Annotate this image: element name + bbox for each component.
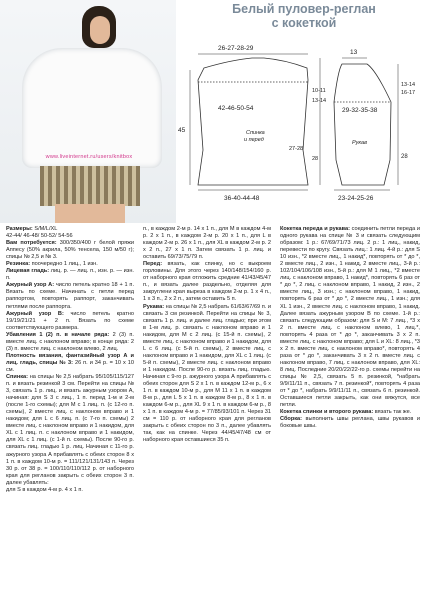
front-top-width: 26-27-28-29 — [218, 45, 254, 52]
sleeve-outline — [334, 64, 391, 185]
sizes-label: Размеры: — [6, 226, 33, 232]
paragraph-text: вязать, как спинку, но с выкроем горловины. Для этого через 140/148/154/160 р. от наборного края отложить средние 41/43/45/47 п., и вязать далее раздельно, отделяя для закруглени края выреза в каждом 2-м р. 1 х 4 п., 1 х 3 п., 2 х 2 п., затем оставить 5 п. — [143, 261, 271, 303]
instructions — [6, 226, 420, 606]
paragraph-text: п., в каждом 2-м р. 14 х 1 п., для М в каждом 4-м р. 2 х 1 п., в каждом 2-м р. 20 х 1 п., для L в каждом 2-м р. 26 х 1 п., для XL в каждом 2-м р. 2 х 2 п., 27 х 1 п. Затем связать 1 р. лиц. и оставить 69/73/75/79 п. — [143, 226, 271, 261]
sleeve-right-top: 13-14 — [401, 82, 416, 88]
front-outline — [198, 58, 308, 185]
model-legs — [55, 204, 125, 223]
paragraph-heading: Сборка: — [280, 416, 303, 423]
col2-paragraph — [143, 304, 271, 445]
sleeve-top-width: 13 — [350, 49, 358, 56]
col1-paragraph — [6, 487, 134, 494]
paragraph-heading: Перед: — [143, 261, 163, 268]
col2-paragraph — [143, 261, 271, 303]
front-raglan-side: 28 — [312, 156, 319, 162]
front-yoke-label: 42-46-50-54 — [218, 105, 254, 112]
paragraph-text: вязать так же. — [373, 409, 412, 416]
paragraph-text: 300/350/400 г белой пряжи Аппесу (50% акрила, 50% тенсела, 150 м/50 г); спицы № 2,5 и № 3. — [6, 240, 134, 261]
sleeve-bottom-width: 23-24-25-26 — [338, 195, 374, 202]
col3-paragraph — [280, 416, 420, 430]
front-raglan-top: 13-14 — [312, 98, 327, 104]
paragraph-text: число петель кратно 18 + 1 п. Вязать по схеме. Начинать с петли перед раппортом, повторять раппорт, заканчивать петлями после раппорта. — [6, 282, 135, 310]
column-1 — [6, 226, 134, 494]
paragraph-text: поочередно 1 лиц., 1 изн. — [30, 261, 98, 268]
paragraph-text: для S в каждом 4-м р. 4 х 1 п. — [6, 486, 83, 493]
col1-paragraph — [6, 261, 134, 268]
photo — [0, 0, 176, 223]
paragraph-heading: Кокетка спинки и второго рукава: — [280, 409, 374, 416]
sizes-value: S/M/L/XL — [34, 226, 58, 232]
front-center-label-1: Спинка — [246, 130, 265, 136]
sleeve-right-side: 28 — [401, 154, 408, 160]
paragraph-heading: Ажурный узор В: — [6, 310, 64, 317]
paragraph-heading: Плотность вязания, фантазийный узор А и лиц. гладь, спицы № 3: — [6, 352, 134, 366]
front-raglan-lower: 27-28 — [289, 146, 304, 152]
paragraph-text: выполнить швы реглана, швы рукавов и боковые швы. — [280, 416, 420, 430]
pattern-schema — [176, 30, 423, 226]
col1-paragraph — [6, 332, 134, 353]
col1-paragraph — [6, 268, 134, 282]
sizes-numbers: 42-44/ 46-48/ 50-52/ 54-56 — [6, 233, 73, 240]
paragraph-heading: Ажурный узор А: — [6, 282, 55, 289]
paragraph-text: соединить петли переда и одного рукава на спице № 3 и связать следующим образом: 1 р.: 67/69/71/73 лиц. 2 р.: 1 лиц., накид, перевести по кругу. Связать лиц.: 1 лиц. 4-й р.: для S 10 изн., *2 вместе лиц., 1 накид*, повторять от * до *, 2 вместе лиц., 2 изн., 1 накид, 2 вместе лиц., 3-й р.: 102/104/106/108 изн., 5-й р.: для М 1 лиц., *2 вместе лиц. с наклоном вправо, 1 накид*, повторять 6 раз от * до *, 2 лиц. с наклоном вправо, 1 накид, 2 изн., 2 вместе лиц., 3 изн.; с наклоном вправо, 1 накид, повторять 6 раз от * до *, 2 вместе лиц., 1 изн.; для XL 1 изн., 2 вместе лиц. с наклоном вправо, 1 накид. Далее вязать ажурным узором В по схеме. 1-й р.: связать следующим образом: для S и M: 7 лиц., *3 х 2 п. вместе лиц. с наклоном влево, 1 лиц.*, повторять 4 раза от * до *, заканчивать 3 х 2 п. вместе лиц. с наклоном вправо; для L и XL: 8 лиц., *3 х 2 п. вместе лиц. с наклоном вправо*, повторять 4 раза от * до *, заканчивать 3 х 2 п. вместе лиц. с наклоном вправо, 7 лиц. с наклоном вправо, для XL: 8 лиц. Последние 20/20/22/22-го р. схемы перейти на спицы № 2,5, связать 5 п. резинкой, *набрать 9/9/11/11 п., связать 7 п. резинкой*, повторять 4 раза от * до *, набрать 9/9/11/11 п., связать 6 п. резинкой. Оставшиеся петли закрыть, как они вяжутся, все петли. — [280, 226, 420, 409]
page-title — [188, 2, 420, 30]
front-raglan-height: 10-11 — [312, 88, 326, 94]
col1-paragraph — [6, 311, 134, 332]
shorts-image — [40, 166, 140, 206]
paragraph-text: 2 (3) п. вместе лиц. с наклоном вправо; в конце ряда: 2 (3) п. вместе лиц. с наклоном влево, 2 лиц. — [6, 331, 134, 352]
paragraph-heading: Убавления 1 (2) п. в начале ряда: — [6, 331, 110, 338]
paragraph-heading: Кокетка переда и рукава: — [280, 226, 350, 232]
col3-paragraph — [280, 226, 420, 409]
model-face — [90, 16, 110, 44]
paragraph-heading: Рукава: — [143, 303, 165, 310]
col1-paragraph — [6, 374, 134, 487]
column-2 — [143, 226, 271, 444]
front-side-height: 45 — [178, 127, 186, 134]
sweater-image — [22, 48, 162, 168]
paragraph-text: лиц. р. — лиц. п., изн. р. — изн. п. — [6, 268, 134, 282]
title-line-2: с кокеткой — [271, 16, 337, 30]
col2-paragraph — [143, 226, 271, 261]
col1-paragraph — [6, 282, 134, 310]
paragraph-heading: Вам потребуется: — [6, 240, 57, 247]
front-bottom-width: 36-40-44-48 — [224, 195, 260, 202]
col1-paragraph — [6, 240, 134, 261]
front-center-label-2: и перед — [244, 137, 264, 143]
title-line-1: Белый пуловер-реглан — [232, 2, 376, 16]
paragraph-text: на спицы № 2,5 набрать 95/105/115/127 п. и вязать резинкой 3 см. Перейти на спицы № 3, связать 1 р. лиц. и вязать ажурным узором А, начиная: для S 3 с лиц., 1 п. перед 1-м и 2-м (после 1-го схемы); для М с 1 лиц. п. (с 12-го п. схемы), 2 вместе лиц. с наклоном вправо и 1 накидом; для L с 6 лиц. п. (с 7-го п. схемы) 2 вместе лиц. с наклоном вправо и 1 накидом, для XL с 1 лиц. п. с наклоном вправо и 1 накидом, для XL с 1 лиц. (с 1-й п. схемы). После 90-го р. связать лиц. гладью 1 р. лиц. Начиная с 11-го р. ажурного узора А прибавлять с обеих сторон 8 х 1 п. в каждом 10-м р. = 111/121/131/143 п. Через 30 р. от 38 р. = 100/110/110/112 р. от наборного края для регланов закрыть с обеих сторон 3 п. далее убавлять: — [6, 373, 134, 486]
sleeve-right-lower: 16-17 — [401, 90, 416, 96]
paragraph-heading: Спинка: — [6, 373, 29, 380]
sleeve-center-label: Рукав — [352, 140, 367, 146]
sleeve-width-label: 29-32-35-38 — [342, 107, 378, 114]
paragraph-heading: Резинка: — [6, 261, 31, 268]
paragraph-text: 26 п. и 34 р. = 10 х 10 см. — [6, 359, 134, 373]
sizes-line — [6, 226, 134, 233]
paragraph-text: число петель кратно 19/19/21/21 + 2 п. Вязать по схеме соответствующего размера. — [6, 310, 134, 331]
col1-paragraph — [6, 353, 134, 374]
column-3 — [280, 226, 420, 430]
paragraph-text: на спицы № 2,5 набрать 61/63/67/69 п. и связать 3 см резинкой. Перейти на спицы № 3, связать 1 р. лиц. и далее лиц. гладью; при этом в 1-м лиц. р. связать с наклоном вправо и 1 накидом, для М с 2 лиц. (с 15-й п. схемы), 2 вместе лиц. с наклоном вправо и 1 накидом, для L с 6 лиц. (с 5-й п. схемы), 2 вместе лиц. с наклоном вправо и 1 накидом, для XL с 1 лиц. (с 5-й п. схемы), 2 вместе лиц. с наклоном вправо и 1 накидом. После 90-го р. вязать лиц. гладью. Начиная с 9-го р. ажурного узора А прибавлять с обеих сторон для S 2 х 1 п. в каждом 12-м р., 6 х 1 п. в каждом 10-м р., для M 11 х 1 п. в каждом 8-м р., для L 5 х 1 п. в каждом 8-м р., 8 х 1 п. в каждом 6-м р., для XL 9 х 1 п. в каждом 6-м р., 8 х 1 п. в каждом 4-м р. = 77/85/93/101 п. Через 31 см = 110 р. от наборного края для регланов закрыть с обеих сторон по 3 п., далее убавлять так, как на спинке. Через 44/45/47/48 см от наборного края оставшиеся 35 п. — [143, 303, 271, 444]
paragraph-heading: Лицевая гладь: — [6, 268, 50, 275]
photo-caption[interactable]: www.liveinternet.ru/users/knitbox — [45, 154, 133, 160]
